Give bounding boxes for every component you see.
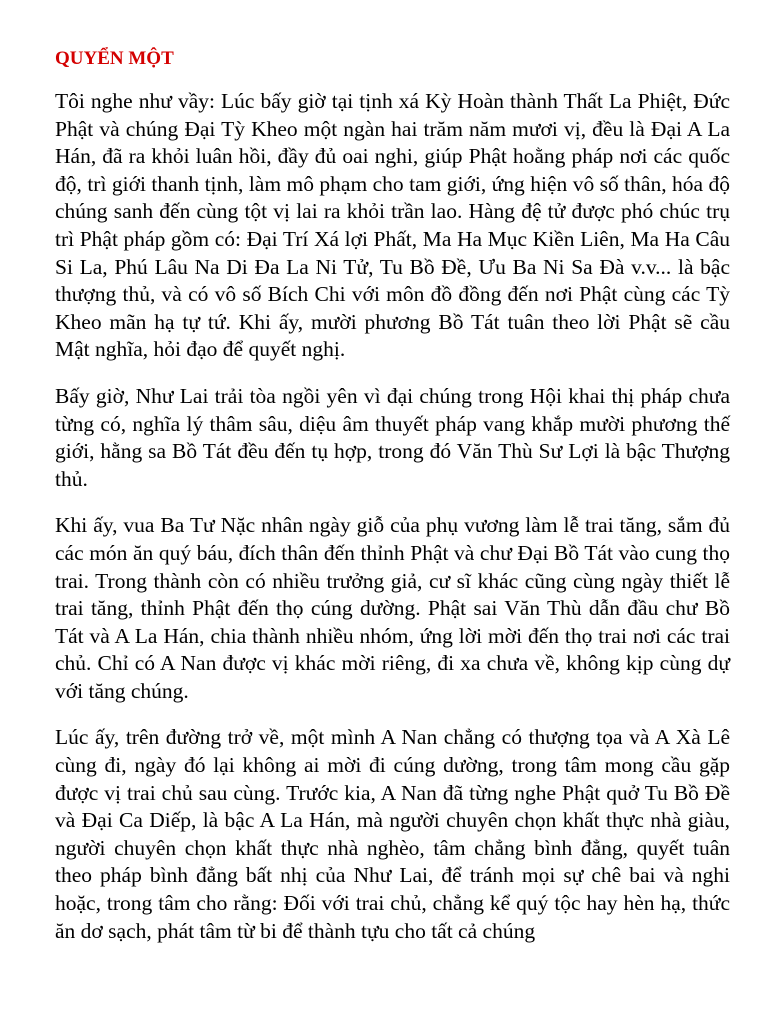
paragraph-1: Tôi nghe như vầy: Lúc bấy giờ tại tịnh xá Kỳ Hoàn thành Thất La Phiệt, Đức Phật và chúng Đại Tỳ Kheo một ngàn hai trăm năm mươi vị, đều là Đại A La Hán, đã ra khỏi luân hồi, đầy đủ oai nghi, giúp Phật hoằng pháp nơi các quốc độ, trì giới thanh tịnh, làm mô phạm cho tam giới, ứng hiện vô số thân, hóa độ chúng sanh đến cùng tột vị lai ra khỏi trần lao. Hàng đệ tử được phó chúc trụ trì Phật pháp gồm có: Đại Trí Xá lợi Phất, Ma Ha Mục Kiền Liên, Ma Ha Câu Si La, Phú Lâu Na Di Đa La Ni Tử, Tu Bồ Đề, Ưu Ba Ni Sa Đà v.v... là bậc thượng thủ, và có vô số Bích Chi với môn đồ đồng đến nơi Phật cùng các Tỳ Kheo mãn hạ tự tứ. Khi ấy, mười phương Bồ Tát tuân theo lời Phật sẽ cầu Mật nghĩa, hỏi đạo để quyết nghị. xyxy=(55,89,730,362)
body-text xyxy=(55,88,730,945)
paragraph-3: Khi ấy, vua Ba Tư Nặc nhân ngày giỗ của phụ vương làm lễ trai tăng, sắm đủ các món ăn quý báu, đích thân đến thỉnh Phật và chư Đại Bồ Tát vào cung thọ trai. Trong thành còn có nhiều trưởng giả, cư sĩ khác cũng cùng ngày thiết lễ trai tăng, thỉnh Phật đến thọ cúng dường. Phật sai Văn Thù dẫn đầu chư Bồ Tát và A La Hán, chia thành nhiều nhóm, ứng lời mời đến thọ trai nơi các trai chủ. Chỉ có A Nan được vị khác mời riêng, đi xa chưa về, không kịp cùng dự với tăng chúng. xyxy=(55,513,730,703)
document-page xyxy=(55,44,730,945)
paragraph-4: Lúc ấy, trên đường trở về, một mình A Nan chẳng có thượng tọa và A Xà Lê cùng đi, ngày đó lại không ai mời đi cúng dường, trong tâm mong cầu gặp được vị trai chủ sau cùng. Trước kia, A Nan đã từng nghe Phật quở Tu Bồ Đề và Đại Ca Diếp, là bậc A La Hán, mà người chuyên chọn khất thực nhà giàu, người chuyên chọn khất thực nhà nghèo, tâm chẳng bình đẳng, quyết tuân theo pháp bình đẳng bất nhị của Như Lai, để tránh mọi sự chê bai và nghi hoặc, trong tâm cho rằng: Đối với trai chủ, chẳng kể quý tộc hay hèn hạ, thức ăn dơ sạch, phát tâm từ bi để thành tựu cho tất cả chúng xyxy=(55,725,730,943)
paragraph-2: Bấy giờ, Như Lai trải tòa ngồi yên vì đại chúng trong Hội khai thị pháp chưa từng có, nghĩa lý thâm sâu, diệu âm thuyết pháp vang khắp mười phương thế giới, hằng sa Bồ Tát đều đến tụ hợp, trong đó Văn Thù Sư Lợi là bậc Thượng thủ. xyxy=(55,383,730,491)
chapter-heading: QUYỂN MỘT xyxy=(55,48,174,69)
